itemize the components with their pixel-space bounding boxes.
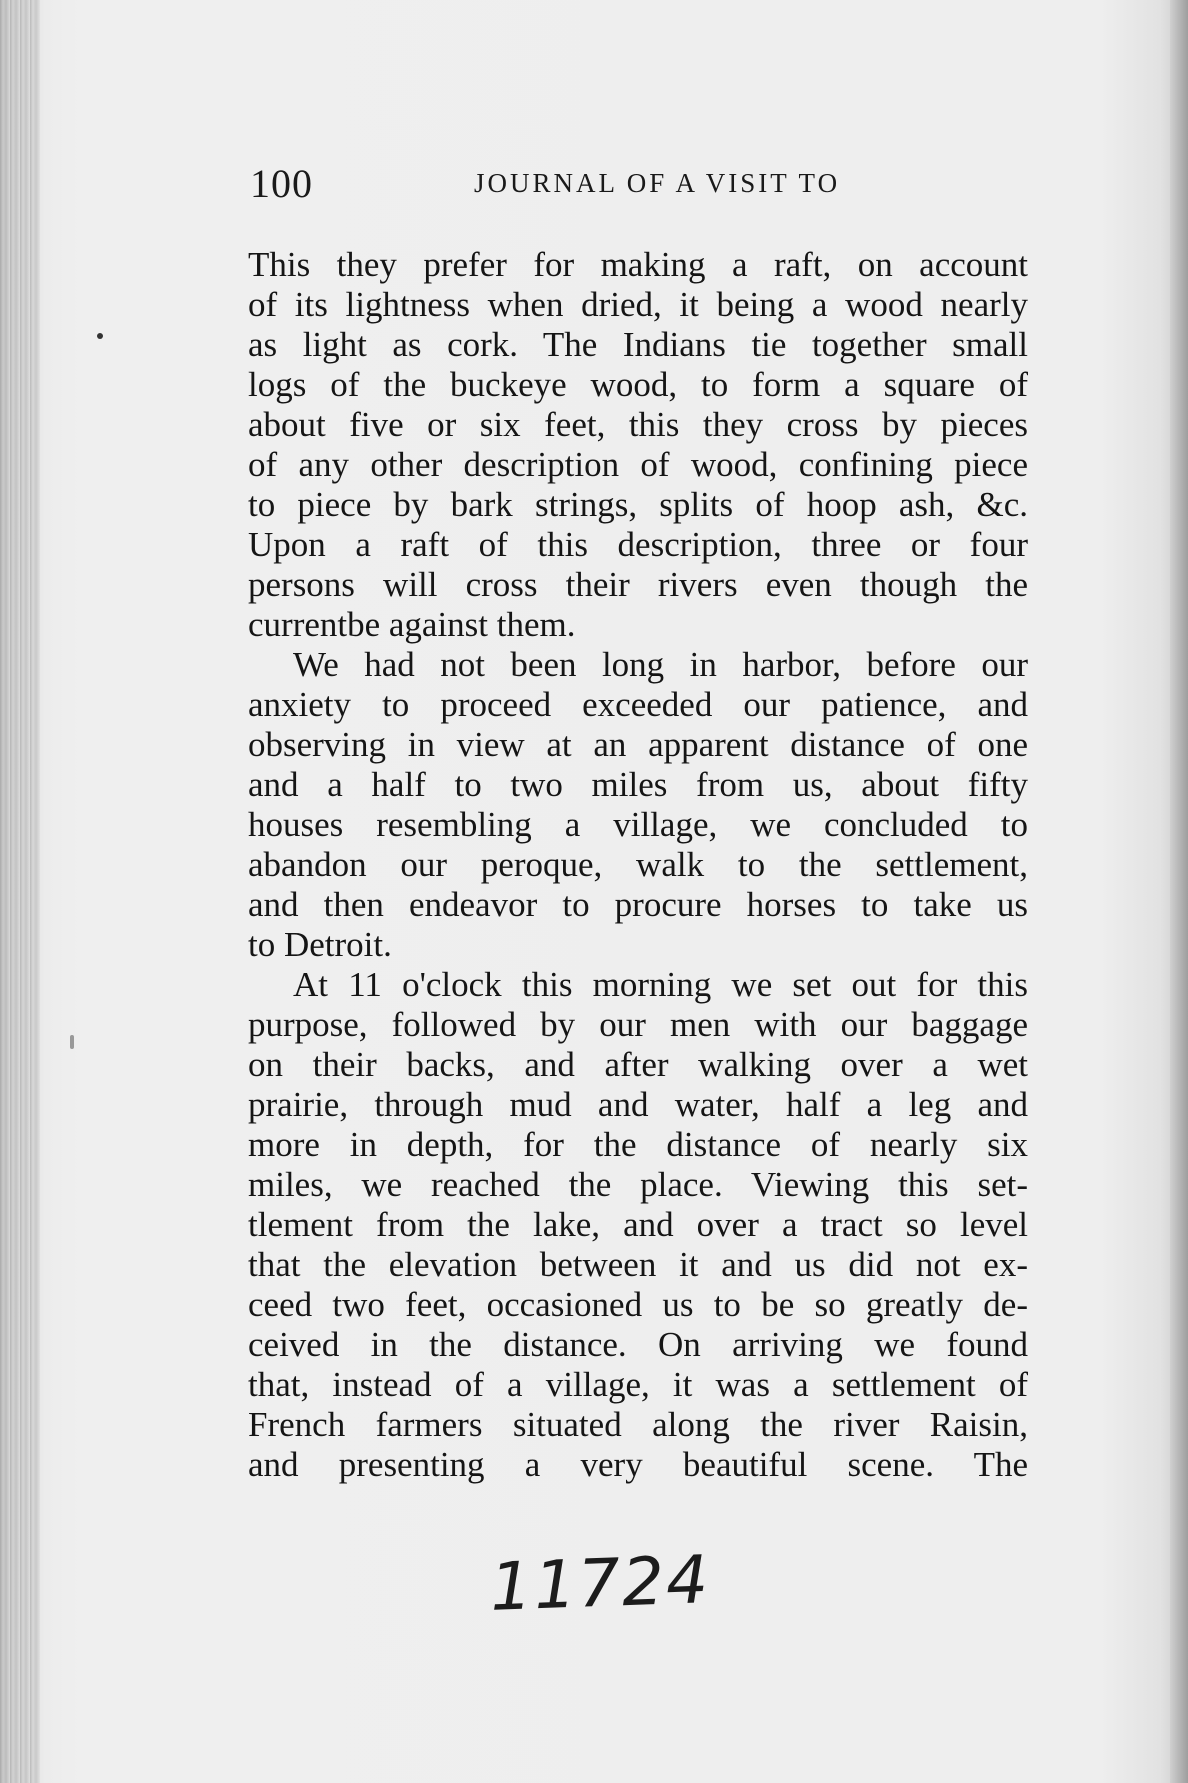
text-line: and then endeavor to procure horses to take us bbox=[248, 885, 1028, 924]
text-line: observing in view at an apparent distance of one bbox=[248, 725, 1028, 764]
text-line: on their backs, and after walking over a wet bbox=[248, 1045, 1028, 1084]
text-line: of its lightness when dried, it being a wood nearly bbox=[248, 285, 1028, 324]
text-line: abandon our peroque, walk to the settlement, bbox=[248, 845, 1028, 884]
ink-speck bbox=[70, 1035, 74, 1049]
text-line: ceed two feet, occasioned us to be so greatly de- bbox=[248, 1285, 1028, 1324]
page-header bbox=[250, 160, 1030, 210]
text-line: and presenting a very beautiful scene. The bbox=[248, 1445, 1028, 1484]
text-line: miles, we reached the place. Viewing this set- bbox=[248, 1165, 1028, 1204]
text-line: persons will cross their rivers even though the bbox=[248, 565, 1028, 604]
text-line: that the elevation between it and us did not ex- bbox=[248, 1245, 1028, 1284]
text-line: houses resembling a village, we concluded to bbox=[248, 805, 1028, 844]
text-line: logs of the buckeye wood, to form a square of bbox=[248, 365, 1028, 404]
text-line: more in depth, for the distance of nearly six bbox=[248, 1125, 1028, 1164]
text-line: prairie, through mud and water, half a leg and bbox=[248, 1085, 1028, 1124]
running-head: JOURNAL OF A VISIT TO bbox=[474, 168, 841, 198]
text-line: Upon a raft of this description, three or four bbox=[248, 525, 1028, 564]
text-line: that, instead of a village, it was a settlement of bbox=[248, 1365, 1028, 1404]
text-line: of any other description of wood, confining piece bbox=[248, 445, 1028, 484]
text-line: French farmers situated along the river Raisin, bbox=[248, 1405, 1028, 1444]
page-number: 100 bbox=[250, 161, 313, 206]
page-binding-edge bbox=[0, 0, 40, 1783]
text-line: about five or six feet, this they cross by pieces bbox=[248, 405, 1028, 444]
ink-speck bbox=[97, 333, 103, 339]
text-line: to Detroit. bbox=[248, 925, 392, 964]
text-line: ceived in the distance. On arriving we found bbox=[248, 1325, 1028, 1364]
text-line: anxiety to proceed exceeded our patience, and bbox=[248, 685, 1028, 724]
text-line: and a half to two miles from us, about fifty bbox=[248, 765, 1028, 804]
text-line: We had not been long in harbor, before our bbox=[293, 645, 1028, 684]
text-line: currentbe against them. bbox=[248, 605, 576, 644]
text-line: This they prefer for making a raft, on account bbox=[248, 245, 1028, 284]
text-line: tlement from the lake, and over a tract so level bbox=[248, 1205, 1028, 1244]
text-line: to piece by bark strings, splits of hoop ash, &c. bbox=[248, 485, 1028, 524]
body-text bbox=[248, 245, 1028, 1485]
handwritten-number: 11724 bbox=[488, 1541, 712, 1626]
text-line: At 11 o'clock this morning we set out for this bbox=[293, 965, 1028, 1004]
text-line: purpose, followed by our men with our baggage bbox=[248, 1005, 1028, 1044]
page-right-edge bbox=[1170, 0, 1188, 1783]
text-line: as light as cork. The Indians tie together small bbox=[248, 325, 1028, 364]
